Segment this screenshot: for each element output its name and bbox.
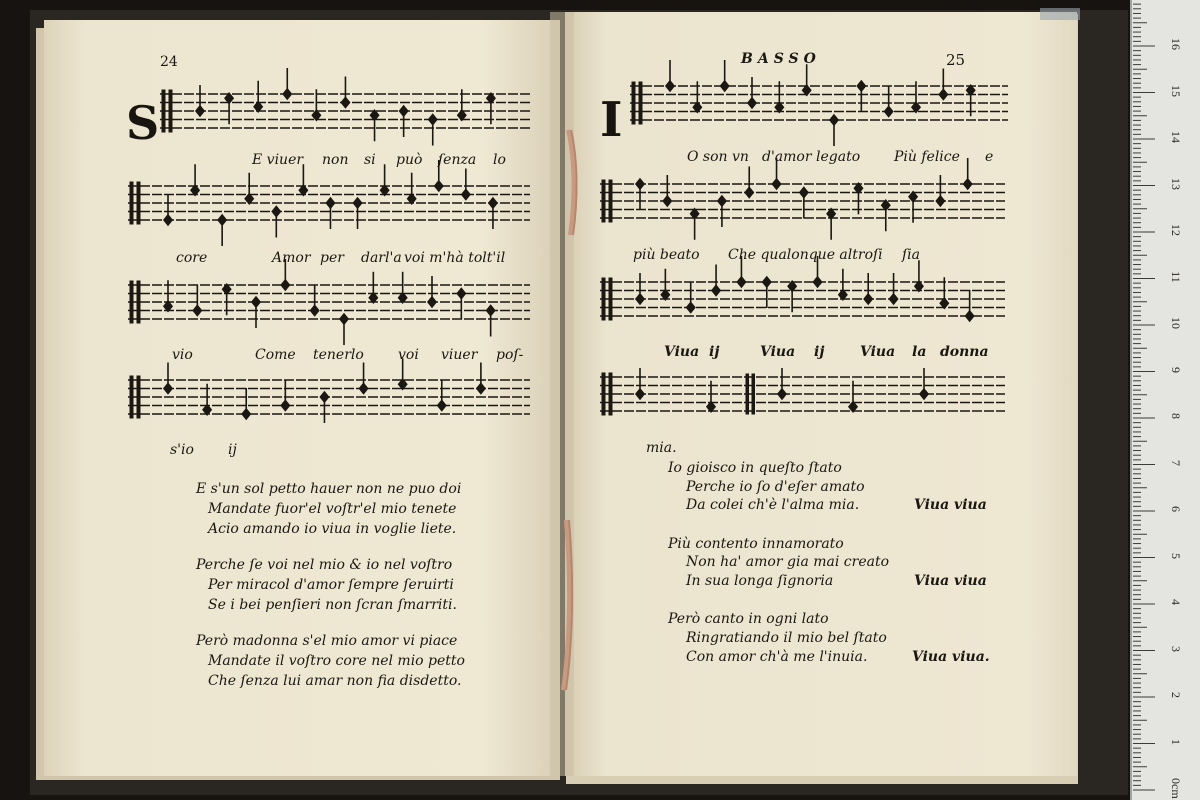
lyric-word: donna	[940, 344, 989, 360]
lyric-word: viuer	[441, 347, 478, 363]
stanza-line: In sua longa ſignoria	[686, 573, 834, 589]
stanza-line: Non ha' amor gia mai creato	[686, 554, 890, 570]
ruler-number: 3	[1169, 645, 1183, 652]
clef-mark	[169, 90, 172, 132]
lyric-word: mia.	[646, 440, 677, 456]
lyric-word: ſenza	[438, 152, 477, 168]
lyric-word: più beato	[633, 247, 700, 263]
lyric-word: poſ-	[496, 347, 524, 363]
lyric-word: Che qualonque altro	[728, 247, 873, 263]
voice-label: BASSO	[741, 51, 821, 67]
lyric-word: si	[364, 152, 376, 168]
right-initial-letter: I	[600, 92, 623, 148]
lyric-word: non	[322, 152, 349, 168]
lyric-word: e	[985, 149, 994, 165]
ruler-number: 15	[1169, 84, 1183, 97]
lyric-word: Viua	[760, 344, 796, 360]
stanza-line: Perche io ſo d'eſer amato	[686, 479, 865, 495]
stanza-line: E s'un sol petto hauer non ne puo doi	[196, 481, 462, 497]
stanza-line: Però canto in ogni lato	[668, 611, 829, 627]
stanza-line: Più contento innamorato	[668, 536, 844, 552]
clef-mark	[602, 180, 605, 222]
lyric-word: darl'a	[361, 250, 402, 266]
lyric-word: ſia	[902, 247, 921, 263]
clef-mark	[137, 182, 140, 224]
final-barline	[746, 374, 749, 414]
stanza-line: Però madonna s'el mio amor vi piace	[196, 633, 458, 649]
lyric-word: per	[320, 250, 344, 266]
ruler-number: 6	[1169, 506, 1183, 512]
lyric-word: d'amor legato	[762, 149, 861, 165]
ruler-number: 0cm	[1169, 778, 1183, 799]
ruler-number: 10	[1169, 317, 1183, 329]
lyric-word: ij	[228, 442, 237, 458]
stanza-line: Se i bei penſieri non ſcran ſmarriti.	[208, 597, 457, 613]
ruler-number: 9	[1169, 366, 1183, 373]
lyric-word: s'io	[170, 442, 194, 458]
left-initial-letter: S	[126, 96, 160, 150]
lyric-word: Viua	[860, 344, 896, 360]
ruler-number: 7	[1169, 459, 1183, 466]
lyric-word: core	[176, 250, 208, 266]
clef-mark	[639, 82, 642, 124]
ruler-number: 1	[1169, 738, 1183, 745]
clef-mark	[602, 373, 605, 415]
lyric-word: O son vn	[687, 149, 749, 165]
stanza-line: Ringratiando il mio bel ſtato	[686, 630, 887, 646]
lyric-word: Come	[255, 347, 296, 363]
lyric-word: voi	[398, 347, 419, 363]
clef-mark	[609, 180, 612, 222]
stanza-line: Che ſenza lui amar non fia disdetto.	[208, 673, 462, 689]
stanza-line: Per miracol d'amor ſempre ſeruirti	[208, 577, 454, 593]
stanza-refrain: Viua viua	[914, 497, 987, 513]
ruler-number: 16	[1169, 38, 1183, 50]
ruler-number: 13	[1169, 177, 1183, 190]
lyric-word: può	[396, 152, 423, 168]
ruler-number: 11	[1169, 270, 1183, 283]
final-barline	[752, 374, 755, 414]
clef-mark	[609, 278, 612, 320]
stanza-refrain: Viua viua	[914, 573, 987, 589]
lyric-word: Amor	[272, 250, 311, 266]
lyric-word: la	[912, 344, 927, 360]
ruler-number: 5	[1169, 552, 1183, 559]
clef-mark	[632, 82, 635, 124]
lyric-word: tenerlo	[313, 347, 364, 363]
ruler-number: 12	[1169, 224, 1183, 236]
clef-mark	[602, 278, 605, 320]
lyric-word: ij	[814, 344, 825, 360]
clef-mark	[130, 281, 133, 323]
lyric-word: Più felice	[894, 149, 960, 165]
lyric-word: E viuer	[252, 152, 304, 168]
clef-mark	[137, 376, 140, 418]
clef-mark	[137, 281, 140, 323]
clef-mark	[162, 90, 165, 132]
left-page-number: 24	[160, 54, 178, 70]
lyric-word: vio	[172, 347, 193, 363]
lyric-word: voi m'hà tolt'il	[404, 250, 506, 266]
stanza-line: Mandate fuor'el voſtr'el mio tenete	[208, 501, 457, 517]
ruler-number: 8	[1169, 413, 1183, 419]
stanza-line: Perche ſe voi nel mio & io nel voſtro	[196, 557, 453, 573]
lyric-word: Viua	[664, 344, 700, 360]
ruler-number: 2	[1169, 692, 1183, 698]
clef-mark	[609, 373, 612, 415]
stanza-line: Mandate il voſtro core nel mio petto	[208, 653, 465, 669]
stanza-line: Con amor ch'à me l'inuia.	[686, 649, 868, 665]
stanza-refrain: Viua viua.	[912, 649, 990, 665]
stanza-line: Io gioisco in queſto ſtato	[668, 460, 842, 476]
clef-mark	[130, 376, 133, 418]
stanza-line: Acio amando io viua in voglie liete.	[208, 521, 457, 537]
clef-mark	[130, 182, 133, 224]
ruler-number: 14	[1169, 131, 1183, 143]
lyric-word: ij	[709, 344, 720, 360]
ruler-number: 4	[1169, 599, 1183, 605]
right-page-number: 25	[946, 51, 966, 69]
stanza-line: Da colei ch'è l'alma mia.	[686, 497, 860, 513]
lyric-word: ſi	[873, 247, 883, 263]
lyric-word: lo	[493, 152, 506, 168]
